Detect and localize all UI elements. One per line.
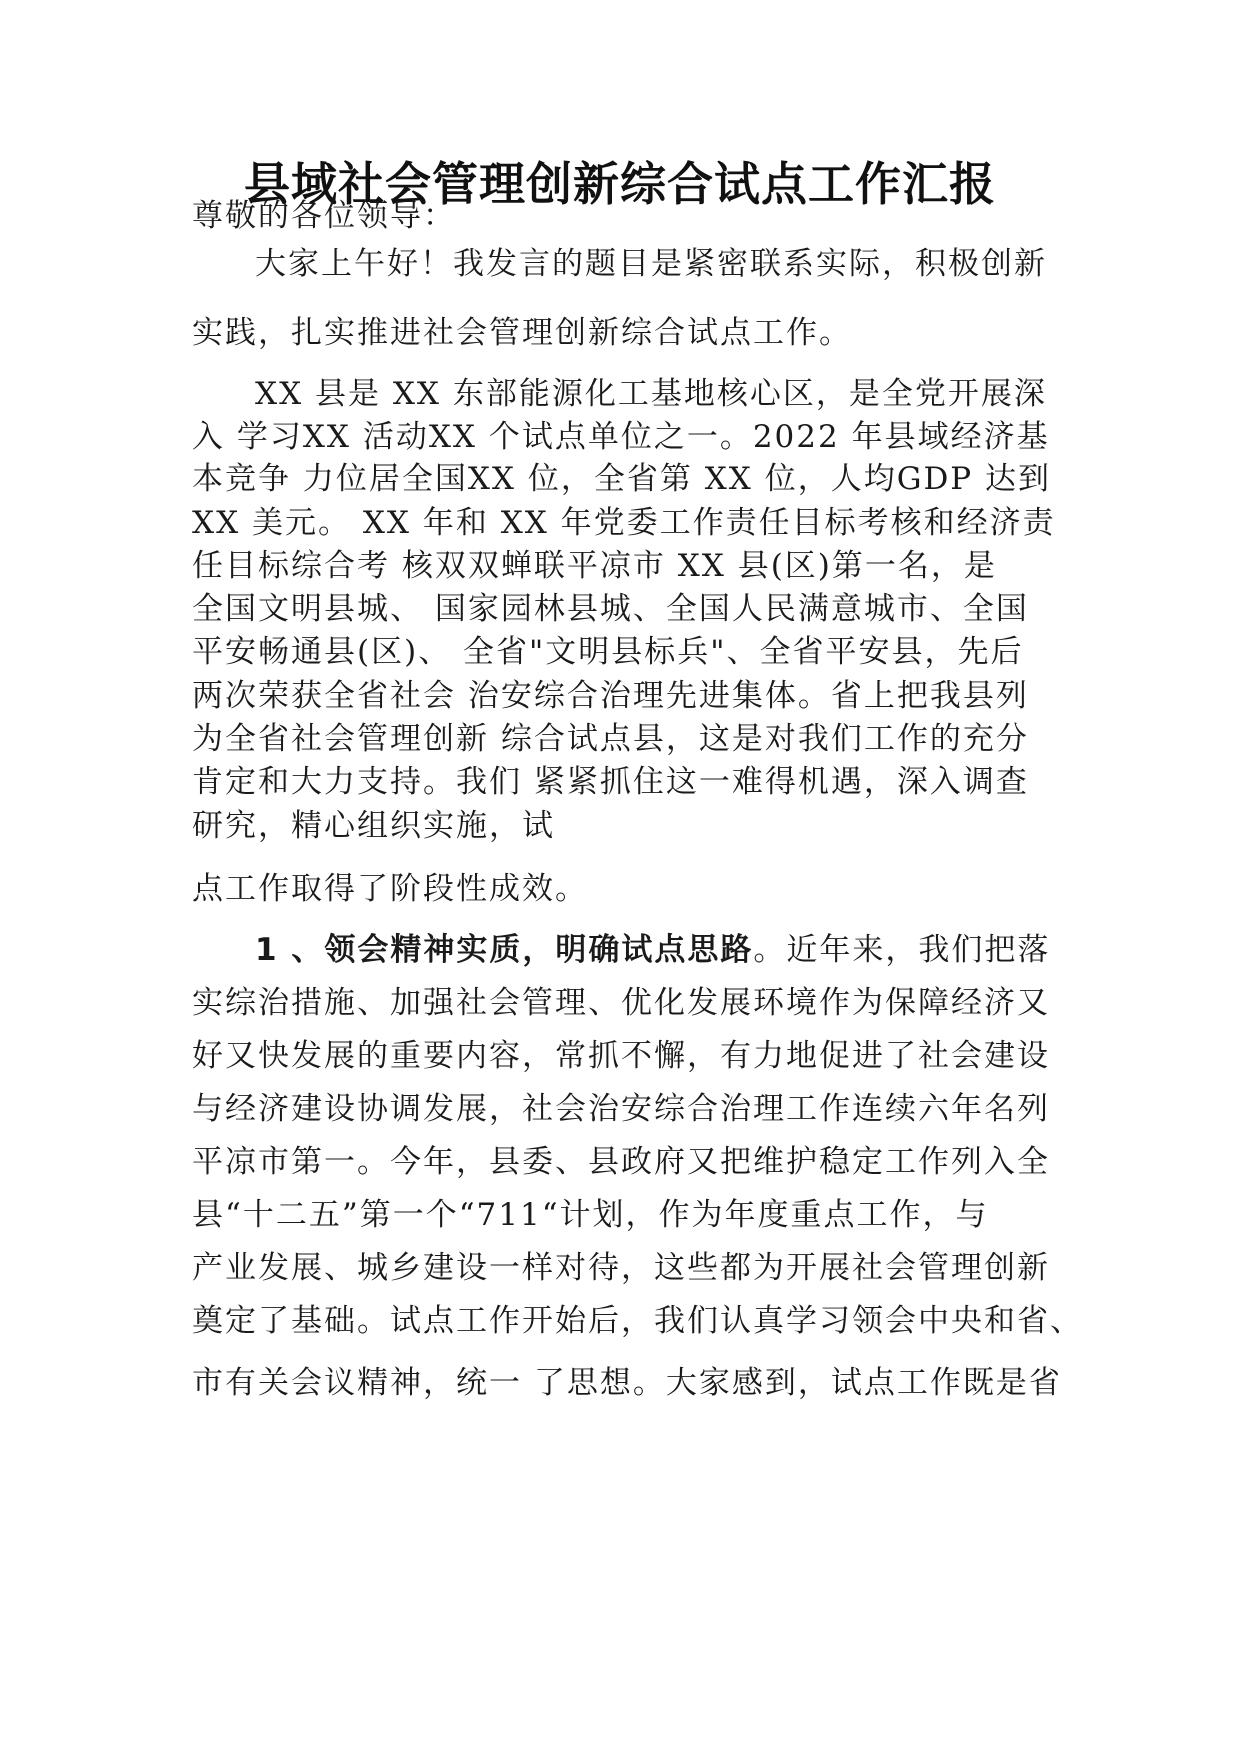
section1-line: 县“十二五”第一个“711“计划，作为年度重点工作，与 [192, 1197, 989, 1233]
paragraph-line: 点工作取得了阶段性成效。 [192, 871, 588, 907]
section1-line: 好又快发展的重要内容，常抓不懈，有力地促进了社会建设 [192, 1038, 1050, 1074]
paragraph-line: 平安畅通县(区)、 全省"文明县标兵"、全省平安县，先后 [192, 634, 1024, 670]
intro-line: 大家上午好！我发言的题目是紧密联系实际，积极创新 [255, 246, 1047, 282]
paragraph-line: 本竞争 力位居全国XX 位，全省第 XX 位，人均GDP 达到 [192, 461, 1052, 497]
section1-first-line-rest: 。近年来，我们把落 [753, 932, 1051, 968]
paragraph-line: 肯定和大力支持。我们 紧紧抓住这一难得机遇，深入调查 [192, 764, 1029, 800]
document-title: 县域社会管理创新综合试点工作汇报 [244, 157, 996, 211]
section1-first-line [255, 930, 1050, 970]
section1-line: 产业发展、城乡建设一样对待，这些都为开展社会管理创新 [192, 1250, 1050, 1286]
paragraph-line: 为全省社会管理创新 综合试点县，这是对我们工作的充分 [192, 721, 1029, 757]
salutation: 尊敬的各位领导： [192, 198, 456, 234]
paragraph-line: 两次荣获全省社会 治安综合治理先进集体。省上把我县列 [192, 678, 1029, 714]
section1-line: 奠定了基础。试点工作开始后，我们认真学习领会中央和省、 [192, 1303, 1083, 1339]
section1-heading: 1 、领会精神实质，明确试点思路 [255, 932, 754, 968]
paragraph-line: XX 县是 XX 东部能源化工基地核心区，是全党开展深 [255, 376, 1047, 412]
paragraph-line: 入 学习XX 活动XX 个试点单位之一。2022 年县域经济基 [192, 419, 1050, 455]
paragraph-line: 任目标综合考 核双双蝉联平凉市 XX 县(区)第一名，是 [192, 548, 997, 584]
paragraph-line: 全国文明县城、 国家园林县城、全国人民满意城市、全国 [192, 591, 1029, 627]
paragraph-line: XX 美元。 XX 年和 XX 年党委工作责任目标考核和经济责 [192, 505, 1056, 541]
section1-line: 市有关会议精神，统一 了思想。大家感到，试点工作既是省 [192, 1365, 1062, 1401]
paragraph-line: 研究，精心组织实施，试 [192, 808, 555, 844]
section1-line: 实综治措施、加强社会管理、优化发展环境作为保障经济又 [192, 985, 1050, 1021]
section1-line: 与经济建设协调发展，社会治安综合治理工作连续六年名列 [192, 1091, 1050, 1127]
section1-line: 平凉市第一。今年，县委、县政府又把维护稳定工作列入全 [192, 1144, 1050, 1180]
intro-line: 实践，扎实推进社会管理创新综合试点工作。 [192, 315, 852, 351]
